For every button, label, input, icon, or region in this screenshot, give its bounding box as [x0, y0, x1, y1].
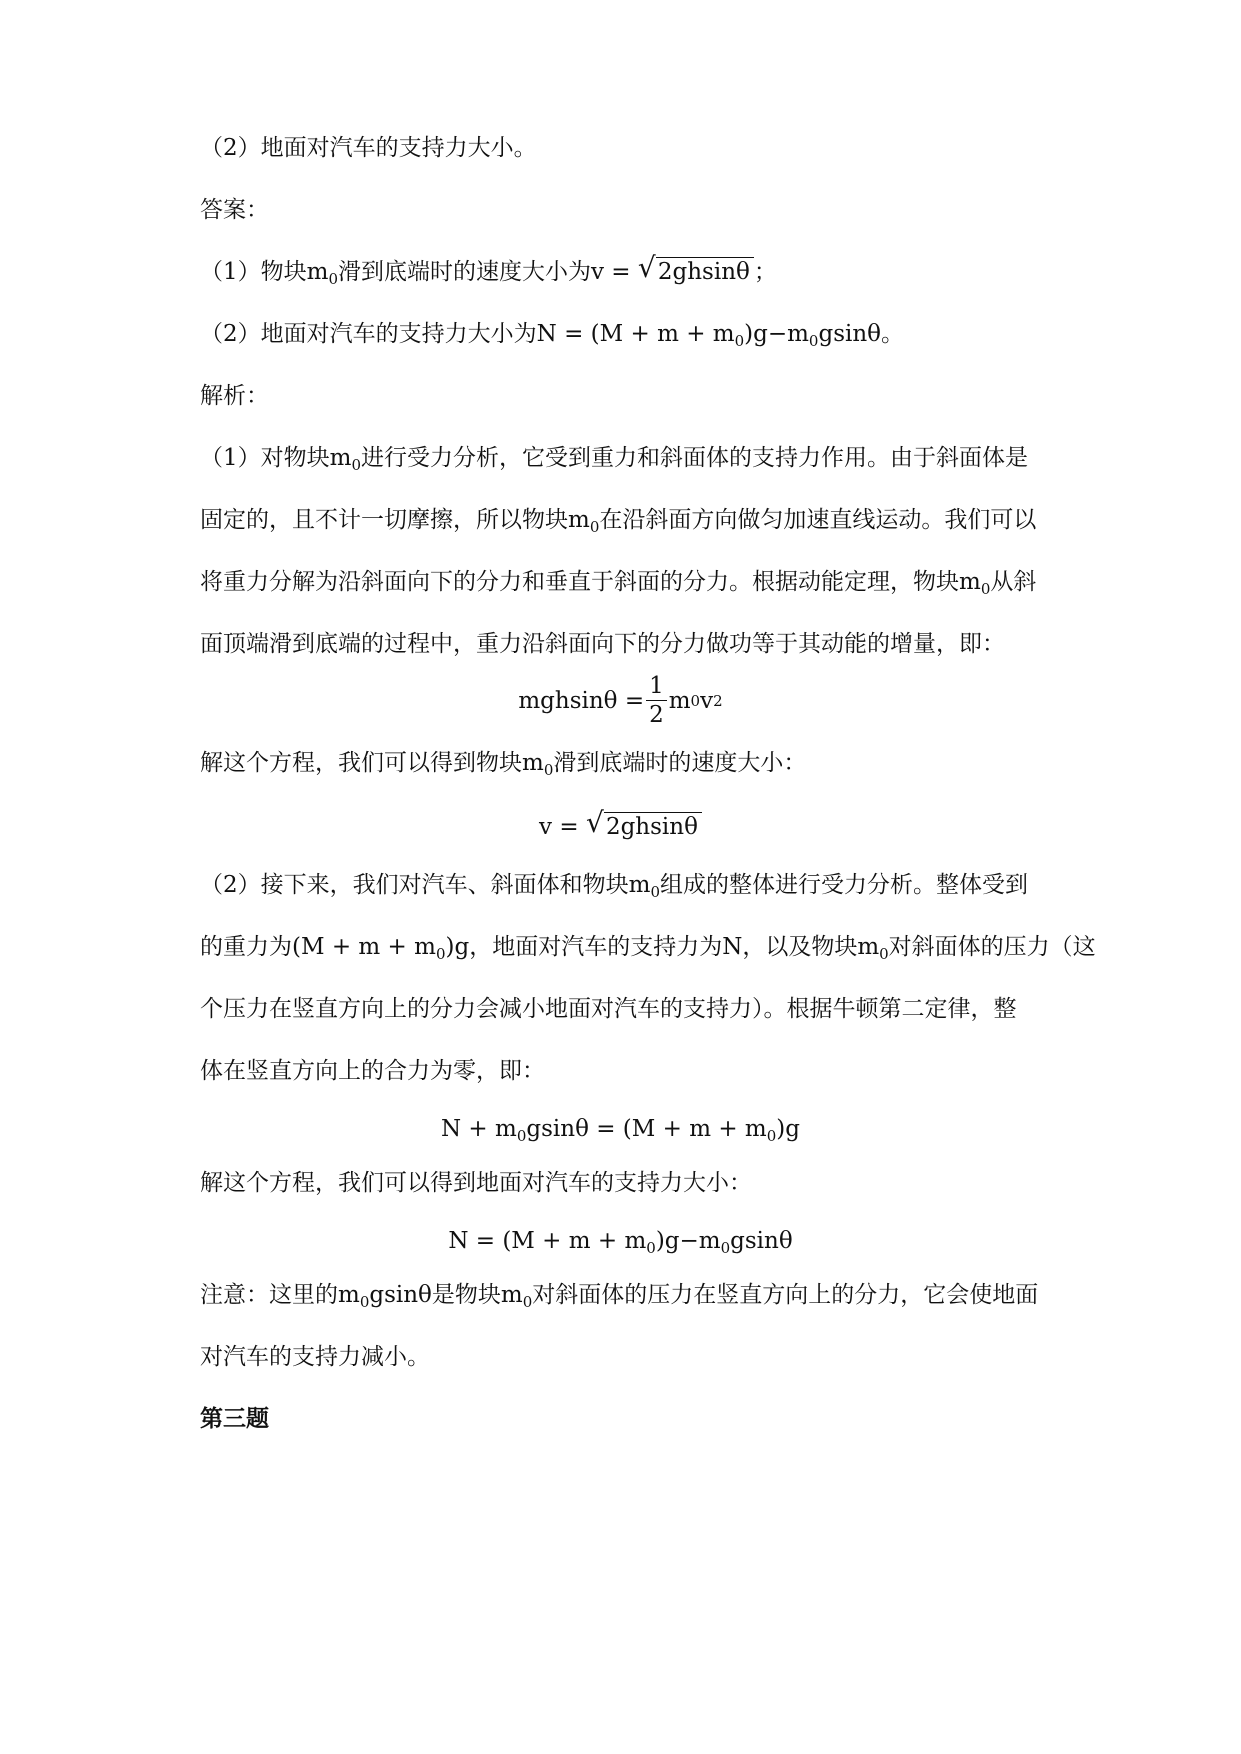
note-line-1: 注意：这里的$m_0gsin\theta$是物块$m_0$对斜面体的压力在竖直方向上的分力，它会使地面 [200, 1282, 1039, 1311]
analysis-paragraph-1-line-1: （1）对物块$m_0$进行受力分析，它受到重力和斜面体的支持力作用。由于斜面体是 [200, 445, 1028, 474]
equation-forces: $N + m_0gsin\theta = (M + m + m_0)g$ [441, 1116, 800, 1145]
analysis-paragraph-2-line-2: 的重力为$(M + m + m_0)g$，地面对汽车的支持力为N，以及物块$m_0$对斜面体的压力（这 [200, 934, 1096, 963]
equation-normal-force: $N = (M + m + m_0)g-m_0gsin\theta$ [448, 1228, 793, 1257]
solve-line-2: 解这个方程，我们可以得到地面对汽车的支持力大小： [200, 1170, 752, 1196]
equation-velocity: v = √ 2ghsinθ [0, 812, 1241, 841]
analysis-paragraph-1-line-3: 将重力分解为沿斜面向下的分力和垂直于斜面的分力。根据动能定理，物块$m_0$从斜 [200, 569, 1037, 598]
answer-1: （1）物块$m_0$滑到底端时的速度大小为v = √ 2ghsinθ ； [200, 251, 777, 288]
question-2: （2）地面对汽车的支持力大小。 [200, 135, 537, 161]
note-line-2: 对汽车的支持力减小。 [200, 1344, 430, 1370]
analysis-paragraph-2-line-4: 体在竖直方向上的合力为零，即： [200, 1058, 545, 1084]
equation-energy: mghsinθ = $\frac{1}{2}$ m 0 v 2 [518, 673, 723, 728]
analysis-paragraph-1-line-4: 面顶端滑到底端的过程中，重力沿斜面向下的分力做功等于其动能的增量，即： [200, 631, 1005, 657]
solve-line-1: 解这个方程，我们可以得到物块$m_0$滑到底端时的速度大小： [200, 750, 807, 779]
analysis-paragraph-1-line-2: 固定的，且不计一切摩擦，所以物块$m_0$在沿斜面方向做匀加速直线运动。我们可以 [200, 507, 1037, 536]
answer-heading: 答案： [200, 197, 269, 223]
analysis-paragraph-2-line-3: 个压力在竖直方向上的分力会减小地面对汽车的支持力）。根据牛顿第二定律，整 [200, 996, 1017, 1022]
answer-2: （2）地面对汽车的支持力大小为$N = (M + m + m_0)g-m_0gsin\theta$。 [200, 321, 905, 350]
section-heading: 第三题 [200, 1405, 269, 1432]
analysis-paragraph-2-line-1: （2）接下来，我们对汽车、斜面体和物块$m_0$组成的整体进行受力分析。整体受到 [200, 872, 1028, 901]
analysis-heading: 解析： [200, 383, 269, 409]
